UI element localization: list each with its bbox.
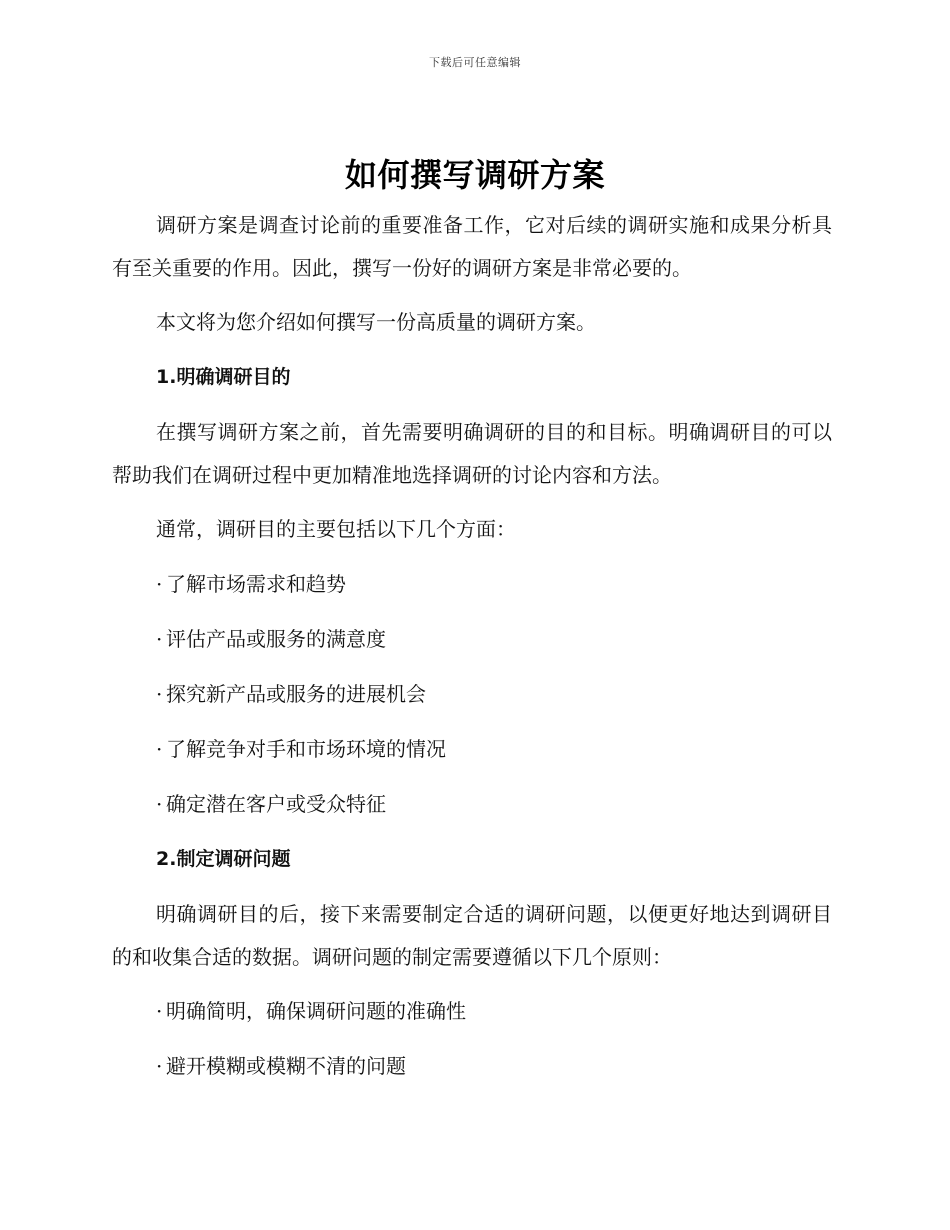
document-body xyxy=(112,204,832,1100)
section-heading: 2.制定调研问题 xyxy=(156,848,291,870)
bullet-text: 避开模糊或模糊不清的问题 xyxy=(166,1054,406,1078)
section-paragraph: 在撰写调研方案之前，首先需要明确调研的目的和目标。明确调研目的可以帮助我们在调研过程中更加精准地选择调研的讨论内容和方法。 xyxy=(112,420,832,487)
bullet-item xyxy=(156,618,832,661)
bullet-text: 了解竞争对手和市场环境的情况 xyxy=(166,737,446,761)
bullet-text: 探究新产品或服务的进展机会 xyxy=(166,682,426,706)
bullet-marker: · xyxy=(156,1054,163,1078)
bullet-item xyxy=(156,673,832,716)
bullet-marker: · xyxy=(156,627,163,651)
page-header: 下载后可任意编辑 xyxy=(429,56,521,69)
bullet-marker: · xyxy=(156,682,163,706)
document-title: 如何撰写调研方案 xyxy=(344,156,605,194)
bullet-text: 了解市场需求和趋势 xyxy=(166,572,346,596)
bullet-text: 明确简明，确保调研问题的准确性 xyxy=(166,999,466,1023)
bullet-item xyxy=(156,783,832,826)
intro-paragraph: 调研方案是调查讨论前的重要准备工作，它对后续的调研实施和成果分析具有至关重要的作用。因此，撰写一份好的调研方案是非常必要的。 xyxy=(112,213,832,280)
intro-paragraph: 本文将为您介绍如何撰写一份高质量的调研方案。 xyxy=(156,310,596,334)
bullet-marker: · xyxy=(156,792,163,816)
bullet-item xyxy=(156,990,832,1033)
bullet-marker: · xyxy=(156,572,163,596)
bullet-marker: · xyxy=(156,999,163,1023)
bullet-item xyxy=(156,1045,832,1088)
bullet-item xyxy=(156,728,832,771)
bullet-item xyxy=(156,563,832,606)
section-paragraph: 通常，调研目的主要包括以下几个方面： xyxy=(156,517,516,541)
bullet-text: 评估产品或服务的满意度 xyxy=(166,627,386,651)
bullet-text: 确定潜在客户或受众特征 xyxy=(166,792,386,816)
section-heading: 1.明确调研目的 xyxy=(156,366,291,388)
bullet-marker: · xyxy=(156,737,163,761)
section-paragraph: 明确调研目的后，接下来需要制定合适的调研问题，以便更好地达到调研目的和收集合适的数据。调研问题的制定需要遵循以下几个原则： xyxy=(112,902,832,969)
